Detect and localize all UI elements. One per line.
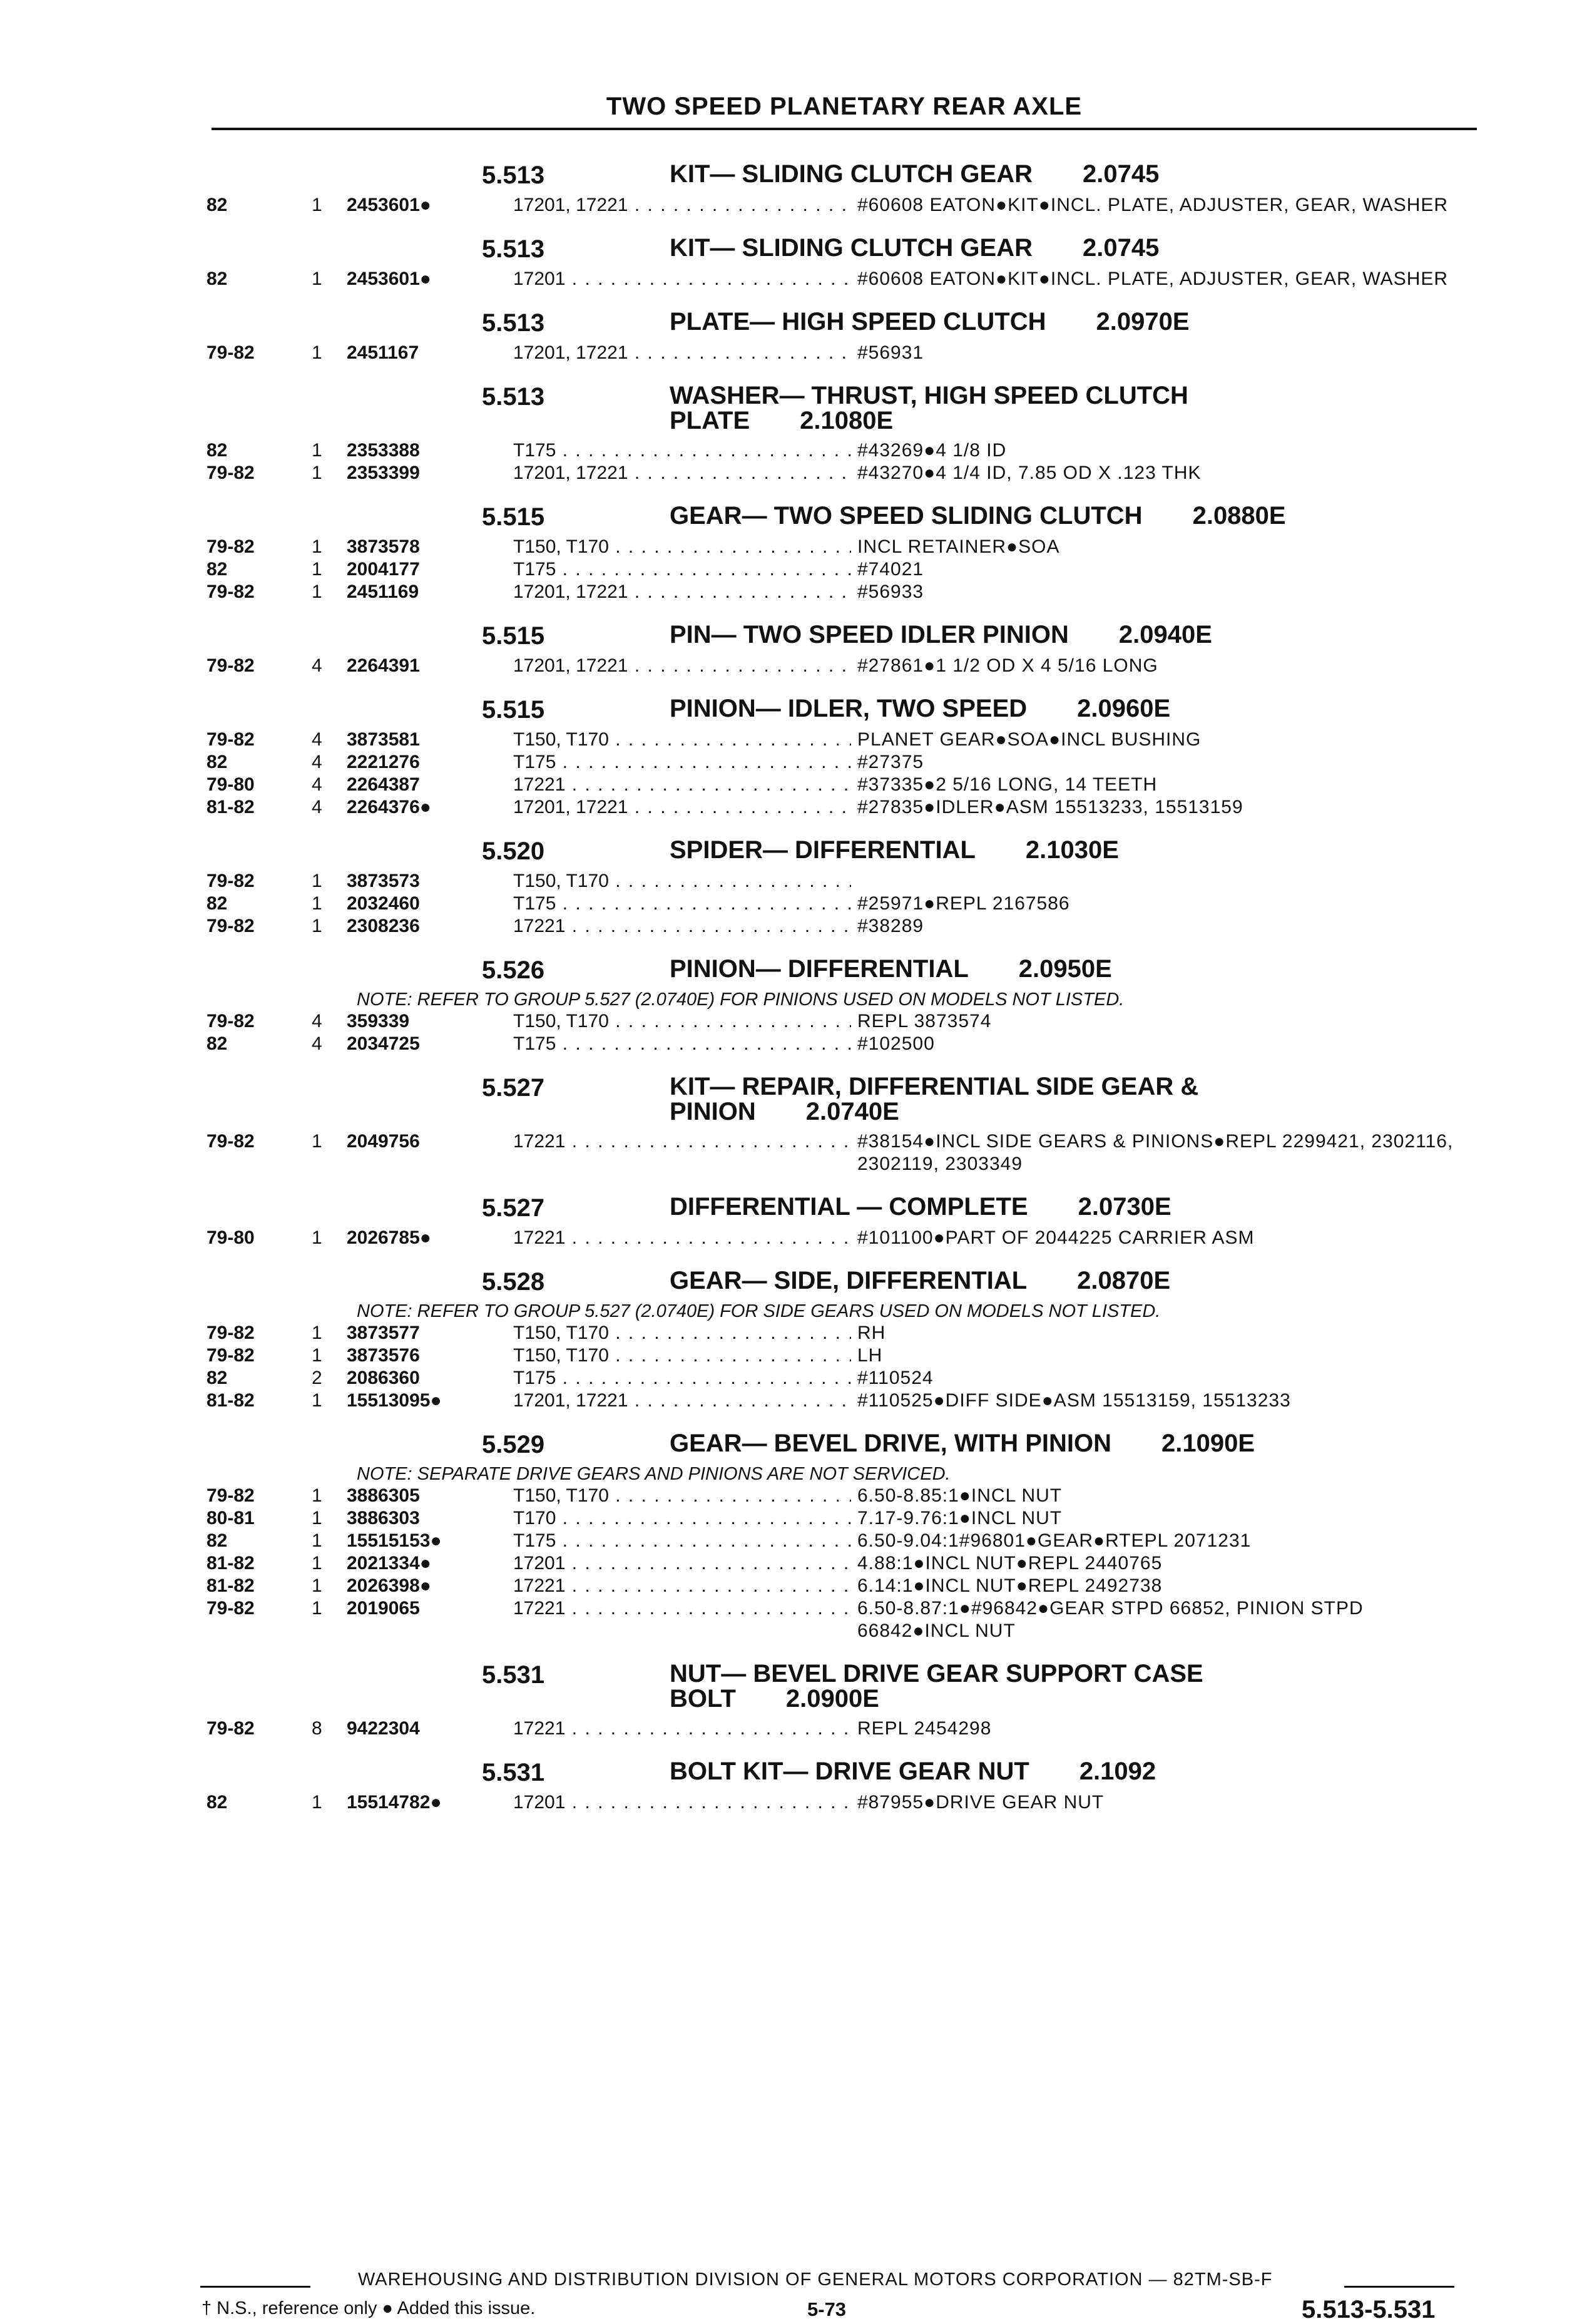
part-quantity: 1: [312, 1575, 322, 1596]
section-title-text: PINION— IDLER, TWO SPEED: [670, 695, 1028, 722]
part-years: 79-82: [207, 1598, 255, 1619]
part-models: 17201 . . .: [513, 1791, 851, 1814]
part-number: 2453601●: [347, 269, 431, 289]
section-title: [670, 696, 1421, 721]
part-models: 17201 . . .: [513, 1552, 851, 1575]
part-models: 17221 . . .: [513, 1717, 851, 1740]
section-number: 5.515: [482, 503, 545, 531]
section-header: [194, 613, 1483, 655]
part-number: 2004177: [347, 559, 420, 580]
section-header: [194, 1259, 1483, 1301]
part-row: [194, 1552, 1483, 1575]
section-range: 5.513-5.531: [1302, 2296, 1436, 2323]
section-number: 5.526: [482, 956, 545, 984]
part-models: 17201, 17221 . . .: [513, 342, 851, 364]
section-code: 2.0870E: [1077, 1267, 1171, 1294]
part-description: INCL RETAINER●SOA: [857, 536, 1060, 557]
part-number: 15515153●: [347, 1530, 442, 1551]
section-number: 5.515: [482, 622, 545, 650]
section-title-text: PINION— DIFFERENTIAL: [670, 955, 969, 983]
section-title: [670, 837, 1421, 863]
part-description: PLANET GEAR●SOA●INCL BUSHING: [857, 729, 1202, 750]
section-title: [670, 956, 1421, 981]
section-header: [194, 1065, 1483, 1130]
part-number: 2026785●: [347, 1227, 431, 1248]
section-title: [670, 309, 1421, 334]
part-description: #87955●DRIVE GEAR NUT: [857, 1792, 1105, 1813]
part-models: 17221 . . .: [513, 1597, 851, 1620]
part-quantity: 1: [312, 581, 322, 602]
section-title: [670, 161, 1421, 187]
section-title-text: GEAR— TWO SPEED SLIDING CLUTCH: [670, 502, 1143, 530]
part-description: 6.14:1●INCL NUT●REPL 2492738: [857, 1575, 1163, 1596]
part-years: 79-82: [207, 1323, 255, 1343]
part-description: #56933: [857, 581, 924, 602]
part-years: 79-82: [207, 1485, 255, 1506]
part-models: 17221 . . .: [513, 915, 851, 938]
part-quantity: 1: [312, 269, 322, 289]
part-models: 17221 . . .: [513, 1227, 851, 1249]
section-code: 2.1092: [1079, 1758, 1156, 1785]
part-years: 79-82: [207, 463, 255, 483]
part-years: 79-80: [207, 1227, 255, 1248]
section-title-text: DIFFERENTIAL — COMPLETE: [670, 1193, 1028, 1221]
part-quantity: 1: [312, 893, 322, 914]
section-number: 5.520: [482, 837, 545, 865]
section-number: 5.527: [482, 1194, 545, 1222]
part-row: [194, 751, 1483, 774]
page-title: TWO SPEED PLANETARY REAR AXLE: [606, 93, 1083, 120]
part-quantity: 4: [312, 655, 322, 676]
part-description: #56931: [857, 342, 924, 363]
section-code: 2.0745: [1082, 234, 1160, 262]
part-models: T175 . . .: [513, 439, 851, 462]
catalog-section: [194, 1750, 1483, 1814]
part-row: [194, 774, 1483, 796]
part-years: 82: [207, 1792, 228, 1813]
part-quantity: 1: [312, 1131, 322, 1152]
section-number: 5.513: [482, 161, 545, 189]
part-years: 79-82: [207, 1131, 255, 1152]
part-row: [194, 342, 1483, 364]
part-number: 15513095●: [347, 1390, 442, 1411]
part-years: 79-82: [207, 916, 255, 936]
part-models: 17201, 17221 . . .: [513, 581, 851, 603]
part-number: 2353399: [347, 463, 420, 483]
part-description: RH: [857, 1323, 886, 1343]
part-row: [194, 1227, 1483, 1249]
part-row: [194, 1010, 1483, 1033]
part-number: 2353388: [347, 440, 420, 461]
part-description: #43270●4 1/4 ID, 7.85 OD X .123 THK: [857, 463, 1202, 483]
part-models: 17201, 17221 . . .: [513, 796, 851, 819]
part-models: 17201, 17221 . . .: [513, 462, 851, 484]
section-number: 5.515: [482, 696, 545, 724]
part-description: #60608 EATON●KIT●INCL. PLATE, ADJUSTER, GEAR, WASHER: [857, 195, 1449, 215]
section-title: [670, 622, 1421, 647]
part-models: T175 . . .: [513, 893, 851, 915]
part-quantity: 1: [312, 342, 322, 363]
parts-listing: [194, 143, 1483, 1814]
part-models: T175 . . .: [513, 751, 851, 774]
catalog-section: [194, 829, 1483, 938]
part-years: 82: [207, 1033, 228, 1054]
section-number: 5.513: [482, 383, 545, 411]
catalog-section: [194, 300, 1483, 364]
part-years: 79-82: [207, 342, 255, 363]
part-models: 17201 . . .: [513, 268, 851, 290]
section-number: 5.513: [482, 309, 545, 337]
section-number: 5.529: [482, 1431, 545, 1458]
section-header: [194, 227, 1483, 268]
section-note: NOTE: REFER TO GROUP 5.527 (2.0740E) FOR PINIONS USED ON MODELS NOT LISTED.: [357, 990, 1125, 1010]
part-row: [194, 462, 1483, 484]
part-row: [194, 1597, 1483, 1642]
part-description: #102500: [857, 1033, 935, 1054]
section-code: 2.1030E: [1025, 836, 1119, 864]
part-number: 3873573: [347, 871, 420, 891]
section-code: 2.0950E: [1018, 955, 1112, 983]
part-number: 2451169: [347, 581, 419, 602]
part-quantity: 1: [312, 1345, 322, 1366]
section-number: 5.531: [482, 1661, 545, 1689]
part-number: 2019065: [347, 1598, 420, 1619]
part-quantity: 1: [312, 195, 322, 215]
part-quantity: 4: [312, 1033, 322, 1054]
part-row: [194, 1530, 1483, 1552]
part-description: #101100●PART OF 2044225 CARRIER ASM: [857, 1227, 1255, 1248]
part-models: T175 . . .: [513, 1530, 851, 1552]
section-number: 5.528: [482, 1268, 545, 1296]
section-header: [194, 1750, 1483, 1791]
part-number: 2451167: [347, 342, 419, 363]
part-number: 2034725: [347, 1033, 420, 1054]
part-row: [194, 558, 1483, 581]
part-years: 82: [207, 195, 228, 215]
catalog-section: [194, 494, 1483, 603]
catalog-section: [194, 153, 1483, 217]
part-models: T150, T170 . . .: [513, 729, 851, 751]
section-title: [670, 1661, 1421, 1711]
section-title-text: KIT— REPAIR, DIFFERENTIAL SIDE GEAR &: [670, 1073, 1199, 1100]
part-quantity: 8: [312, 1718, 322, 1739]
part-row: [194, 1791, 1483, 1814]
part-models: T150, T170 . . .: [513, 1344, 851, 1367]
section-title-text: SPIDER— DIFFERENTIAL: [670, 836, 976, 864]
part-row: [194, 194, 1483, 217]
part-description: #110525●DIFF SIDE●ASM 15513159, 15513233: [857, 1390, 1291, 1411]
section-number: 5.531: [482, 1759, 545, 1786]
part-quantity: 1: [312, 1792, 322, 1813]
catalog-section: [194, 1259, 1483, 1412]
part-row: [194, 536, 1483, 558]
catalog-section: [194, 687, 1483, 819]
part-number: 3873577: [347, 1323, 420, 1343]
section-code: 2.0900E: [785, 1685, 879, 1712]
part-years: 79-82: [207, 581, 255, 602]
page-number: 5-73: [807, 2298, 847, 2320]
section-number: 5.513: [482, 235, 545, 263]
section-title: [670, 1759, 1421, 1784]
part-years: 82: [207, 559, 228, 580]
section-code: 2.1080E: [800, 407, 894, 434]
catalog-section: [194, 1422, 1483, 1642]
part-description: #25971●REPL 2167586: [857, 893, 1070, 914]
catalog-section: [194, 948, 1483, 1055]
section-title: [670, 1268, 1421, 1293]
section-title-text: PLATE— HIGH SPEED CLUTCH: [670, 308, 1046, 335]
part-row: [194, 1367, 1483, 1390]
section-header: [194, 494, 1483, 536]
part-years: 82: [207, 752, 228, 772]
part-models: T150, T170 . . .: [513, 870, 851, 893]
part-quantity: 4: [312, 729, 322, 750]
part-years: 79-82: [207, 655, 255, 676]
catalog-section: [194, 1185, 1483, 1249]
part-years: 82: [207, 1530, 228, 1551]
part-number: 2032460: [347, 893, 420, 914]
part-number: 15514782●: [347, 1792, 442, 1813]
section-note: NOTE: REFER TO GROUP 5.527 (2.0740E) FOR SIDE GEARS USED ON MODELS NOT LISTED.: [357, 1301, 1161, 1321]
part-number: 9422304: [347, 1718, 420, 1739]
section-title-text-line2: BOLT: [670, 1685, 736, 1712]
section-title-text: KIT— SLIDING CLUTCH GEAR: [670, 160, 1033, 188]
part-number: 2021334●: [347, 1553, 431, 1574]
part-quantity: 1: [312, 916, 322, 936]
footer-rule-left: [200, 2286, 310, 2288]
section-code: 2.0970E: [1096, 308, 1190, 335]
part-quantity: 4: [312, 1011, 322, 1031]
part-description: #38154●INCL SIDE GEARS & PINIONS●REPL 2299421, 2302116, 2302119, 2303349: [857, 1131, 1454, 1174]
section-header: [194, 300, 1483, 342]
part-number: 2026398●: [347, 1575, 431, 1596]
part-quantity: 1: [312, 463, 322, 483]
part-quantity: 1: [312, 536, 322, 557]
part-quantity: 4: [312, 752, 322, 772]
catalog-section: [194, 1652, 1483, 1740]
part-years: 82: [207, 269, 228, 289]
part-quantity: 1: [312, 1508, 322, 1528]
part-years: 79-82: [207, 871, 255, 891]
part-row: [194, 1322, 1483, 1344]
section-header: [194, 948, 1483, 989]
part-years: 81-82: [207, 1390, 255, 1411]
section-header: [194, 1652, 1483, 1717]
part-row: [194, 655, 1483, 677]
section-header: [194, 829, 1483, 870]
part-quantity: 1: [312, 440, 322, 461]
part-description: #27861●1 1/2 OD X 4 5/16 LONG: [857, 655, 1158, 676]
footer-division: WAREHOUSING AND DISTRIBUTION DIVISION OF GENERAL MOTORS CORPORATION — 82TM-SB-F: [358, 2270, 1273, 2290]
part-quantity: 1: [312, 871, 322, 891]
part-quantity: 4: [312, 797, 322, 817]
part-row: [194, 870, 1483, 893]
part-years: 79-82: [207, 536, 255, 557]
part-years: 82: [207, 1368, 228, 1388]
section-header: [194, 1422, 1483, 1463]
part-description: #38289: [857, 916, 924, 936]
part-number: 2453601●: [347, 195, 431, 215]
part-description: REPL 2454298: [857, 1718, 992, 1739]
page-header: [212, 93, 1477, 134]
section-title: [670, 1074, 1421, 1124]
part-description: REPL 3873574: [857, 1011, 992, 1031]
section-title-text: KIT— SLIDING CLUTCH GEAR: [670, 234, 1033, 262]
part-row: [194, 1575, 1483, 1597]
section-note: NOTE: SEPARATE DRIVE GEARS AND PINIONS ARE NOT SERVICED.: [357, 1464, 951, 1484]
part-models: 17201, 17221 . . .: [513, 1390, 851, 1412]
part-row: [194, 439, 1483, 462]
part-row: [194, 1717, 1483, 1740]
part-models: 17221 . . .: [513, 1130, 851, 1153]
part-models: T150, T170 . . .: [513, 1485, 851, 1507]
part-quantity: 1: [312, 1598, 322, 1619]
section-header: [194, 687, 1483, 729]
section-title-text: PIN— TWO SPEED IDLER PINION: [670, 621, 1069, 648]
section-title: [670, 503, 1421, 528]
part-description: LH: [857, 1345, 883, 1366]
part-row: [194, 1344, 1483, 1367]
part-number: 3873581: [347, 729, 420, 750]
part-years: 81-82: [207, 797, 255, 817]
part-years: 82: [207, 440, 228, 461]
part-models: 17221 . . .: [513, 1575, 851, 1597]
part-row: [194, 1485, 1483, 1507]
part-number: 2221276: [347, 752, 420, 772]
part-description: 6.50-8.85:1●INCL NUT: [857, 1485, 1063, 1506]
part-row: [194, 729, 1483, 751]
section-title: [670, 1194, 1421, 1219]
section-title: [670, 235, 1421, 260]
part-number: 3873576: [347, 1345, 420, 1366]
part-description: #110524: [857, 1368, 934, 1388]
part-number: 2264387: [347, 774, 420, 795]
part-description: 6.50-8.87:1●#96842●GEAR STPD 66852, PINION STPD 66842●INCL NUT: [857, 1598, 1364, 1641]
part-years: 79-82: [207, 729, 255, 750]
part-quantity: 1: [312, 1553, 322, 1574]
part-models: T175 . . .: [513, 1367, 851, 1390]
part-years: 81-82: [207, 1553, 255, 1574]
part-number: 2049756: [347, 1131, 420, 1152]
section-title-text: NUT— BEVEL DRIVE GEAR SUPPORT CASE: [670, 1660, 1203, 1687]
part-row: [194, 268, 1483, 290]
section-title-text: WASHER— THRUST, HIGH SPEED CLUTCH: [670, 382, 1188, 409]
part-row: [194, 915, 1483, 938]
catalog-section: [194, 1065, 1483, 1175]
part-models: T150, T170 . . .: [513, 1322, 851, 1344]
section-header: [194, 153, 1483, 194]
part-quantity: 1: [312, 559, 322, 580]
part-years: 79-82: [207, 1718, 255, 1739]
part-row: [194, 1130, 1483, 1175]
part-models: T175 . . .: [513, 558, 851, 581]
part-quantity: 1: [312, 1485, 322, 1506]
part-years: 81-82: [207, 1575, 255, 1596]
section-title: [670, 383, 1421, 433]
part-models: T150, T170 . . .: [513, 1010, 851, 1033]
part-description: #37335●2 5/16 LONG, 14 TEETH: [857, 774, 1158, 795]
footer-legend: † N.S., reference only ● Added this issue.: [202, 2298, 536, 2318]
part-quantity: 1: [312, 1390, 322, 1411]
section-code: 2.0960E: [1077, 695, 1171, 722]
part-description: #74021: [857, 559, 924, 580]
section-title-text-line2: PINION: [670, 1098, 756, 1125]
section-title-text: GEAR— SIDE, DIFFERENTIAL: [670, 1267, 1028, 1294]
part-description: 7.17-9.76:1●INCL NUT: [857, 1508, 1063, 1528]
part-quantity: 1: [312, 1530, 322, 1551]
footer-rule-right: [1344, 2286, 1454, 2288]
part-models: T170 . . .: [513, 1507, 851, 1530]
part-row: [194, 893, 1483, 915]
part-row: [194, 1033, 1483, 1055]
part-number: 2264391: [347, 655, 420, 676]
section-header: [194, 374, 1483, 439]
part-description: #27375: [857, 752, 924, 772]
part-number: 2264376●: [347, 797, 431, 817]
section-code: 2.0940E: [1118, 621, 1212, 648]
catalog-section: [194, 227, 1483, 290]
section-title-text: BOLT KIT— DRIVE GEAR NUT: [670, 1758, 1029, 1785]
part-years: 80-81: [207, 1508, 255, 1528]
part-row: [194, 796, 1483, 819]
part-number: 2308236: [347, 916, 420, 936]
part-number: 3886303: [347, 1508, 420, 1528]
section-title-text-line2: PLATE: [670, 407, 750, 434]
title-rule: [212, 128, 1477, 130]
part-number: 3886305: [347, 1485, 420, 1506]
section-title-text: GEAR— BEVEL DRIVE, WITH PINION: [670, 1430, 1111, 1457]
section-code: 2.0730E: [1078, 1193, 1171, 1221]
part-models: T175 . . .: [513, 1033, 851, 1055]
part-years: 79-82: [207, 1011, 255, 1031]
part-quantity: 4: [312, 774, 322, 795]
section-header: [194, 1185, 1483, 1227]
part-models: 17201, 17221 . . .: [513, 194, 851, 217]
section-number: 5.527: [482, 1074, 545, 1102]
section-code: 2.0740E: [805, 1098, 899, 1125]
part-quantity: 1: [312, 1227, 322, 1248]
part-description: 4.88:1●INCL NUT●REPL 2440765: [857, 1553, 1163, 1574]
part-number: 2086360: [347, 1368, 420, 1388]
part-years: 79-80: [207, 774, 255, 795]
part-description: #27835●IDLER●ASM 15513233, 15513159: [857, 797, 1243, 817]
part-number: 359339: [347, 1011, 410, 1031]
part-models: 17201, 17221 . . .: [513, 655, 851, 677]
part-description: 6.50-9.04:1#96801●GEAR●RTEPL 2071231: [857, 1530, 1252, 1551]
part-models: 17221 . . .: [513, 774, 851, 796]
section-code: 2.1090E: [1161, 1430, 1255, 1457]
part-years: 82: [207, 893, 228, 914]
part-row: [194, 1507, 1483, 1530]
part-description: #60608 EATON●KIT●INCL. PLATE, ADJUSTER, GEAR, WASHER: [857, 269, 1449, 289]
part-number: 3873578: [347, 536, 420, 557]
part-models: T150, T170 . . .: [513, 536, 851, 558]
part-row: [194, 1390, 1483, 1412]
section-code: 2.0880E: [1192, 502, 1286, 530]
part-quantity: 1: [312, 1323, 322, 1343]
section-title: [670, 1431, 1421, 1456]
part-row: [194, 581, 1483, 603]
part-quantity: 2: [312, 1368, 322, 1388]
part-years: 79-82: [207, 1345, 255, 1366]
catalog-section: [194, 374, 1483, 484]
section-code: 2.0745: [1082, 160, 1160, 188]
catalog-section: [194, 613, 1483, 677]
part-description: #43269●4 1/8 ID: [857, 440, 1007, 461]
